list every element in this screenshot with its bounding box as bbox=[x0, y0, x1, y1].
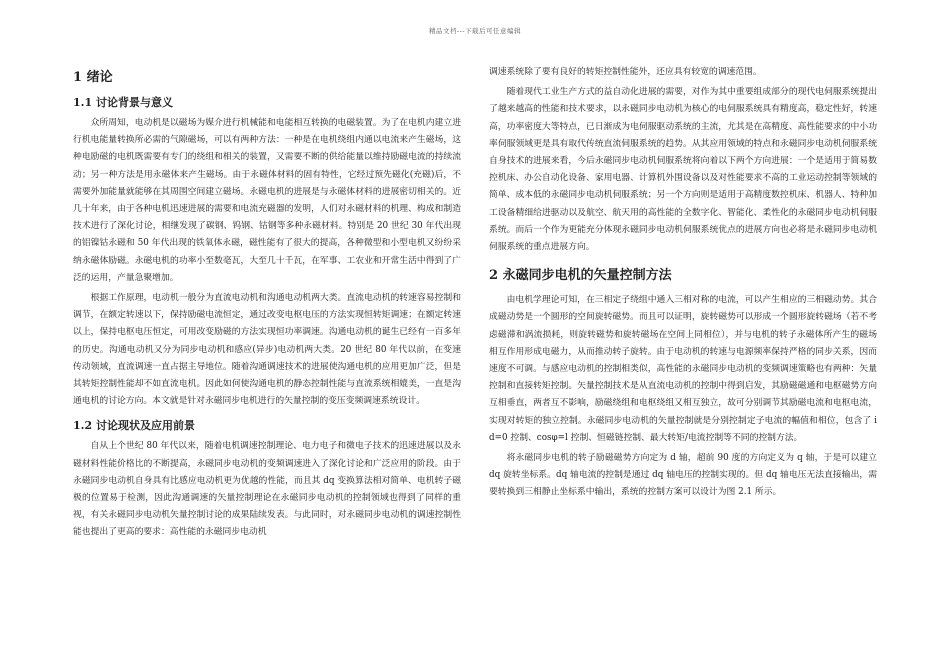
paragraph: 将永磁同步电机的转子励磁磁势方向定为 d 轴，超前 90 度的方向定义为 q 轴，于是可以建立 dq 旋转坐标系。dq 轴电流的控制是通过 dq 轴电压的控制实现的。但 dq 轴电压无法直接输出，需要转换到三相静止坐标系中输出，系统的控制方案可以设计为图 2.1 所示。 bbox=[489, 453, 877, 498]
chapter-2-heading: 2 永磁同步电机的矢量控制方法 bbox=[489, 268, 672, 284]
section-1-2-heading: 1.2 讨论现状及应用前景 bbox=[73, 419, 195, 433]
paragraph: 众所周知，电动机是以磁场为媒介进行机械能和电能相互转换的电磁装置。为了在电机内建立进行机电能量转换所必需的气隙磁场，可以有两种方法：一种是在电机绕组内通以电流来产生磁场，这种电励磁的电机既需要有专门的绕组和相关的装置，又需要不断的供给能量以维持励磁电流的持续流动；另一种方法是用永磁体来产生磁场。由于永磁体材料的固有特性，它经过预先磁化(充磁)后，不需要外加能量就能够在其周围空间建立磁场。永磁电机的进展是与永磁体材料的进展密切相关的。近几十年来，由于各种电机迅速进展的需要和电流充磁器的发明，人们对永磁材料的机理、构成和制造技术进行了深化讨论，相继发现了碳钢、钨钢、钴钢等多种永磁材料。特别是 20 世纪 30 年代出现的铝镍钴永磁和 50 年代出现的铁氧体永磁，磁性能有了很大的提高，各种微型和小型电机又纷纷采纳永磁体励磁。永磁电机的功率小至数毫瓦，大至几十千瓦，在军事、工农业和开常生活中得到了广泛的运用，产量急聚增加。 bbox=[73, 118, 461, 283]
right-column bbox=[489, 64, 877, 505]
left-column bbox=[73, 62, 461, 545]
chapter-1-heading: 1 绪论 bbox=[73, 70, 113, 85]
paragraph: 自从上个世纪 80 年代以来，随着电机调速控制理论、电力电子和微电子技术的迅速进展以及永磁材料性能价格比的不断提高，永磁同步电动机的变频调速进入了深化讨论和广泛应用的阶段。由于永磁同步电动机自身具有比感应电动机更为优越的性能，而且其 dq 变换算法相对简单、电机转子磁极的位置易于检测，因此沟通调速的矢量控制理论在永磁同步电动机的控制领域也得到了同样的重视，有关永磁同步电动机矢量控制讨论的成果陆续发表。与此同时，对永磁同步电动机的调速控制性能也提出了更高的要求：高性能的永磁同步电动机 bbox=[73, 441, 461, 538]
paragraph: 根据工作原理，电动机一般分为直流电动机和沟通电动机两大类。直流电动机的转速容易控制和调节，在额定转速以下，保持励磁电流恒定，通过改变电枢电压的方法实现恒转矩调速；在额定转速以上，保持电枢电压恒定，可用改变励磁的方法实现恒功率调速。沟通电动机的诞生已经有一百多年的历史。沟通电动机又分为同步电动机和感应(异步)电动机两大类。20 世纪 80 年代以前，在变速传动领域，直流调速一直占据主导地位。随着沟通调速技术的进展使沟通电机的应用更加广泛，但是其转矩控制性能却不如直流电机。因此如何使沟通电机的静态控制性能与直流系统相媲美，一直是沟通电机的讨论方向。本文就是针对永磁同步电机进行的矢量控制的变压变频调速系统设计。 bbox=[73, 293, 461, 407]
page-header: 精品文档---下载后可任意编辑 bbox=[428, 27, 522, 35]
paragraph: 调速系统除了要有良好的转矩控制性能外，还应具有较宽的调速范围。 bbox=[489, 67, 762, 77]
section-1-1-heading: 1.1 讨论背景与意义 bbox=[73, 96, 173, 109]
paragraph: 随着现代工业生产方式的益自动化进展的需要，对作为其中重要组成部分的现代电伺服系统提出了越来越高的性能和技术要求，以永磁同步电动机为核心的电伺服系统具有精度高，稳定性好，转速高，功率密度大等特点，已日渐成为电伺服驱动系统的主流，尤其是在高精度、高性能要求的中小功率伺服领域更是具有取代传统直流伺服系统的趋势。从其应用领域的特点和永磁同步电动机伺服系统自身技术的进展来看，今后永磁同步电动机伺服系统将向着以下两个方向进展：一个是适用于简易数控机床、办公自动化设备、家用电器、计算机外围设备以及对性能要求不高的工业运动控制等领域的简单、成本低的永磁同步电动机伺服系统；另一个方向则是适用于高精度数控机床、机器人、特种加工设备精细给进驱动以及航空、航天用的高性能的全数字化、智能化、柔性化的永磁同步电动机伺服系统。而后一个作为更能充分体现永磁同步电动机伺服系统优点的进展方向也必将是永磁同步电动机伺服系统的重点进展方向。 bbox=[489, 87, 877, 253]
paragraph: 由电机学理论可知，在三相定子绕组中通入三相对称的电流，可以产生相应的三相磁动势。其合成磁动势是一个圆形的空间旋转磁势。而且可以证明，旋转磁势可以形成一个圆形旋转磁场（若不考虑磁滞和涡流损耗，则旋转磁势和旋转磁场在空间上同相位），并与电机的转子永磁体所产生的磁场相互作用形成电磁力，从而推动转子旋转。由于电动机的转速与电源频率保持严格的同步关系，因而速度不可调。与感应电动机的控制相类似，高性能的永磁同步电动机的变频调速策略也有两种：矢量控制和直接转矩控制。矢量控制技术是从直流电动机的控制中得到启发，其励磁磁通和电枢磁势方向互相垂直，两者互不影响，励磁绕组和电枢绕组又相互独立，故可分别调节其励磁电流和电枢电流，实现对转矩的独立控制。永磁同步电动机的矢量控制就是分别控制定子电流的幅值和相位，包含了 id=0 控制、cosφ=l 控制、恒磁链控制、最大转矩/电流控制等不同的控制方法。 bbox=[489, 295, 877, 443]
